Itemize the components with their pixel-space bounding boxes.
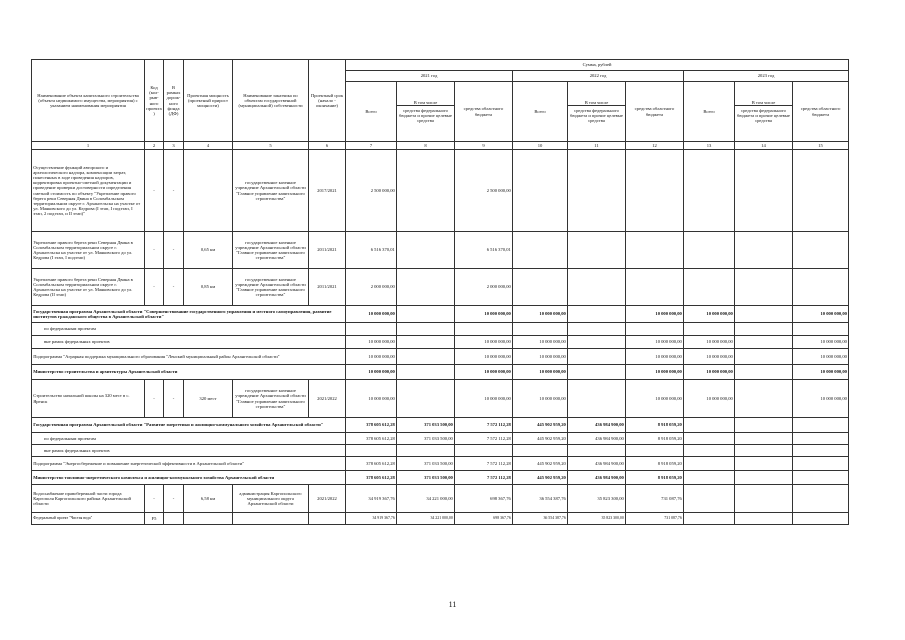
row-value [397,306,455,323]
row-value: 731 087,76 [626,485,684,513]
row-value: 445 902 959,20 [513,433,568,445]
row-value [397,365,455,380]
row-value: 371 033 500,00 [397,418,455,433]
row-value [568,232,626,269]
row-value [684,513,735,525]
header-fond: В рамках дорож-ного фонда (ДФ) [164,60,184,142]
row-value [513,232,568,269]
row-value [735,150,793,232]
row-fond: - [164,485,184,513]
row-value: 436 984 900,00 [568,471,626,485]
row-name: Федеральный проект "Чистая вода" [32,513,145,525]
header-fed-2022-label: средства федерального бюджета и прочие целевые средства [570,107,623,124]
row-name: Осуществление функций авторского и археологического надзора, компенсации затрат, понесенных в ходе проведения надзоров, корректировка проектно-сметной документации и проведение проверки достоверности определения сметной стоимость по объекту "Укрепление правого берега реки Северная Двина в Соломбальском территориальном округе г. Архангельска на участке от ул. Маяковского до ул. Кедрова (I этап, I подэтап, I этап, 2 подэтап, и II этап)" [32,150,145,232]
row-value: 10 000 000,00 [455,306,513,323]
row-value: 445 902 959,20 [513,471,568,485]
row-fond: - [164,232,184,269]
col-num: 4 [184,142,233,150]
row-value: 2 000 000,00 [455,269,513,306]
header-reg-2023: средства областного бюджета [793,82,849,142]
row-value: 378 605 612,28 [346,433,397,445]
row-value: 10 000 000,00 [684,365,735,380]
row-value [735,471,793,485]
row-value [735,323,793,336]
row-value [513,323,568,336]
table-row [32,418,849,433]
row-value: 698 367,76 [455,485,513,513]
row-value [626,323,684,336]
row-value [346,445,397,457]
row-value [626,232,684,269]
row-value: 371 033 500,00 [397,457,455,471]
row-value: 10 000 000,00 [455,365,513,380]
row-value: 10 000 000,00 [626,306,684,323]
row-capacity: 0,65 км [184,232,233,269]
table-row [32,445,849,457]
row-value [568,365,626,380]
row-value [793,323,849,336]
row-value: 371 033 500,00 [397,471,455,485]
row-value [568,380,626,418]
header-year-2022: 2022 год [513,71,684,82]
row-period: 2011/2021 [309,232,346,269]
row-value: 371 033 500,00 [397,433,455,445]
row-capacity [184,150,233,232]
row-value: 10 000 000,00 [455,349,513,365]
row-value [735,349,793,365]
header-reg-2022: средства областного бюджета [626,82,684,142]
row-name: Водоснабжение правобережной части города Каргополя Каргопольского района Архангельской области [32,485,145,513]
row-capacity: 320 мест [184,380,233,418]
row-value: 10 000 000,00 [626,380,684,418]
row-value [568,323,626,336]
header-sums: Сумма, рублей [346,60,849,71]
row-value [793,471,849,485]
row-value: 10 000 000,00 [513,336,568,349]
row-value [513,445,568,457]
col-num: 7 [346,142,397,150]
col-num: 2 [145,142,164,150]
table-row [32,349,849,365]
row-value: 10 000 000,00 [684,336,735,349]
row-name: Государственная программа Архангельской области "Развитие энергетики и жилищно-коммунального хозяйства Архангельской области" [32,418,346,433]
row-period: 2021/2022 [309,380,346,418]
row-value: 34 919 367,76 [346,513,397,525]
row-name: Министерство строительства и архитектуры Архангельской области [32,365,346,380]
row-customer: государственное казенное учреждение Архангельской области "Главное управление капитального строительства" [233,150,309,232]
row-value: 8 918 059,20 [626,471,684,485]
row-value: 10 000 000,00 [513,306,568,323]
row-value: 445 902 959,20 [513,457,568,471]
row-value [568,269,626,306]
row-value [626,269,684,306]
table-row [32,365,849,380]
row-value [346,323,397,336]
row-fond: - [164,269,184,306]
row-value: 6 516 370,01 [455,232,513,269]
row-name: Подпрограмма "Энергосбережение и повышение энергетической эффективности в Архангельской области" [32,457,346,471]
header-period: Проектный срок (начало - окончание) [309,60,346,142]
row-value [397,445,455,457]
row-name: по федеральным проектам [32,323,346,336]
row-period: 2021/2022 [309,485,346,513]
row-value [684,471,735,485]
row-value [793,485,849,513]
row-value: 10 000 000,00 [793,380,849,418]
row-customer: государственное казенное учреждение Архангельской области "Главное управление капитального строительства" [233,269,309,306]
row-value [735,232,793,269]
row-customer: администрация Каргопольского муниципального округа Архангельской области [233,485,309,513]
col-num: 6 [309,142,346,150]
row-value: 7 572 112,28 [455,471,513,485]
header-name: Наименование объекта капитального строительства (объекта недвижимого имущества, мероприятия) с указанием наименования мероприятия [32,60,145,142]
header-kod: Код (кол-рыв-ного проекта) [145,60,164,142]
row-value: 378 605 612,28 [346,471,397,485]
header-incl-2021: В том числе [397,100,454,106]
header-incl-2022: В том числе [568,100,625,106]
row-value: 2 000 000,00 [346,269,397,306]
row-value: 35 823 300,00 [568,513,626,525]
table-row [32,513,849,525]
row-value: 10 000 000,00 [346,380,397,418]
row-value: 436 984 900,00 [568,457,626,471]
row-fond: - [164,150,184,232]
row-value: 10 000 000,00 [684,306,735,323]
row-value: 445 902 959,20 [513,418,568,433]
col-num: 10 [513,142,568,150]
row-value: 378 605 612,28 [346,457,397,471]
row-value: 7 572 112,28 [455,433,513,445]
row-fond: - [164,380,184,418]
col-num: 12 [626,142,684,150]
row-value [684,269,735,306]
header-fed-2023-label: средства федерального бюджета и прочие целевые средства [737,107,790,124]
col-num: 13 [684,142,735,150]
col-num: 15 [793,142,849,150]
row-name: вне рамок федеральных проектов [32,336,346,349]
table-row [32,433,849,445]
row-value [735,380,793,418]
row-value [684,485,735,513]
row-value [513,150,568,232]
header-total-2022: Всего [513,82,568,142]
table-row [32,323,849,336]
table-row [32,380,849,418]
row-name: по федеральным проектам [32,433,346,445]
row-value [735,457,793,471]
row-value: 10 000 000,00 [513,380,568,418]
table-row [32,485,849,513]
row-value [513,269,568,306]
header-capacity: Проектная мощность (проектный прирост мощности) [184,60,233,142]
header-customer: Наименование заказчика по объектам государственной (муниципальной) собственности [233,60,309,142]
row-capacity: 6,58 км [184,485,233,513]
row-value: 10 000 000,00 [793,365,849,380]
header-fed-2023 [735,82,793,142]
row-name: Строительство начальной школы на 320 мест в с. Яренск [32,380,145,418]
header-year-2023: 2023 год [684,71,849,82]
row-value [735,306,793,323]
row-value [568,336,626,349]
header-incl-2023: В том числе [735,100,792,106]
row-value [568,150,626,232]
row-value [735,269,793,306]
row-value [397,380,455,418]
row-value [793,513,849,525]
row-value: 10 000 000,00 [346,336,397,349]
row-value: 436 984 900,00 [568,418,626,433]
row-value: 10 000 000,00 [455,380,513,418]
row-value: 731 087,76 [626,513,684,525]
row-value: 10 000 000,00 [793,336,849,349]
row-value: 34 221 000,00 [397,513,455,525]
row-value [735,365,793,380]
row-capacity [184,513,233,525]
col-num: 14 [735,142,793,150]
row-value [735,433,793,445]
row-value [793,445,849,457]
col-num: 3 [164,142,184,150]
row-value [684,445,735,457]
row-value: 10 000 000,00 [684,380,735,418]
header-reg-2021: средства областного бюджета [455,82,513,142]
row-value [568,445,626,457]
budget-table [31,59,849,525]
row-customer [233,513,309,525]
row-value [793,418,849,433]
row-value: 34 919 367,76 [346,485,397,513]
header-year-2021: 2021 год [346,71,513,82]
row-value: 10 000 000,00 [793,349,849,365]
row-value [455,445,513,457]
row-value: 6 516 370,01 [346,232,397,269]
header-fed-2022 [568,82,626,142]
row-value: 36 554 387,76 [513,485,568,513]
row-value [735,418,793,433]
row-value [793,433,849,445]
row-value: 8 918 059,20 [626,457,684,471]
row-kod: - [145,380,164,418]
row-period: 2017/2021 [309,150,346,232]
row-value [397,323,455,336]
row-customer: государственное казенное учреждение Архангельской области "Главное управление капитального строительства" [233,232,309,269]
col-num: 11 [568,142,626,150]
row-kod: - [145,269,164,306]
row-value: 378 605 612,28 [346,418,397,433]
row-value: 698 367,76 [455,513,513,525]
row-name: Государственная программа Архангельской области "Совершенствование государственного управления и местного самоуправления, развитие институтов гражданского общества в Архангельской области" [32,306,346,323]
table-row [32,336,849,349]
row-value [568,349,626,365]
row-value: 10 000 000,00 [793,306,849,323]
header-fed-2021-label: средства федерального бюджета и прочие целевые средства [399,107,452,124]
row-value: 34 221 000,00 [397,485,455,513]
table-row [32,232,849,269]
row-value [684,433,735,445]
row-kod: - [145,150,164,232]
row-value [735,445,793,457]
header-fed-2021 [397,82,455,142]
row-value: 10 000 000,00 [626,336,684,349]
row-value [735,485,793,513]
row-value [735,513,793,525]
row-value [793,150,849,232]
row-value [684,418,735,433]
col-num: 1 [32,142,145,150]
row-value [397,232,455,269]
row-kod: - [145,485,164,513]
row-name: вне рамок федеральных проектов [32,445,346,457]
row-value: 2 500 000,00 [346,150,397,232]
row-value: 10 000 000,00 [455,336,513,349]
row-value [735,336,793,349]
row-value: 10 000 000,00 [346,365,397,380]
header-total-2021: Всего [346,82,397,142]
row-value: 10 000 000,00 [346,349,397,365]
header-total-2023: Всего [684,82,735,142]
row-value: 436 984 900,00 [568,433,626,445]
row-value: 7 572 112,28 [455,418,513,433]
row-customer: государственное казенное учреждение Архангельской области "Главное управление капитального строительства" [233,380,309,418]
row-value [684,457,735,471]
col-num: 8 [397,142,455,150]
row-name: Укрепление правого берега реки Северная Двина в Соломбальском территориальном округе г. Архангельска на участке от ул. Маяковского до ул. Кедрова (I этап, I подэтап) [32,232,145,269]
row-value [793,232,849,269]
row-value [397,269,455,306]
row-value: 10 000 000,00 [684,349,735,365]
row-value: 8 918 059,20 [626,433,684,445]
row-value: 7 572 112,28 [455,457,513,471]
row-value: 10 000 000,00 [346,306,397,323]
table-row [32,269,849,306]
row-value [684,150,735,232]
row-period [309,513,346,525]
row-name: Укрепление правого берега реки Северная Двина в Соломбальском территориальном округе г. Архангельска на участке от ул. Маяковского до ул. Кедрова (II этап) [32,269,145,306]
table-row [32,457,849,471]
row-value: 10 000 000,00 [513,365,568,380]
row-value [568,306,626,323]
row-value [397,150,455,232]
row-name: Подпрограмма "Аграрная поддержка муниципального образования "Ленский муниципальный район Архангельской области" [32,349,346,365]
row-value [626,445,684,457]
row-value [684,232,735,269]
row-period: 2011/2021 [309,269,346,306]
row-value: 35 823 300,00 [568,485,626,513]
row-value [793,457,849,471]
table-row [32,150,849,232]
row-value: 10 000 000,00 [626,349,684,365]
row-value: 10 000 000,00 [513,349,568,365]
row-value: 10 000 000,00 [626,365,684,380]
row-value [397,349,455,365]
row-value [793,269,849,306]
row-kod: - [145,232,164,269]
row-value: 2 500 000,00 [455,150,513,232]
row-name: Министерство топливно-энергетического комплекса и жилищно-коммунального хозяйства Архангельской области [32,471,346,485]
row-kod: F5 [145,513,164,525]
row-value [626,150,684,232]
row-value [684,323,735,336]
col-num: 5 [233,142,309,150]
row-capacity: 0,85 км [184,269,233,306]
row-fond [164,513,184,525]
row-value: 36 554 387,76 [513,513,568,525]
col-num: 9 [455,142,513,150]
row-value [397,336,455,349]
row-value [455,323,513,336]
row-value: 8 918 059,20 [626,418,684,433]
table-row [32,306,849,323]
table-row [32,471,849,485]
page-number: 11 [448,600,457,609]
